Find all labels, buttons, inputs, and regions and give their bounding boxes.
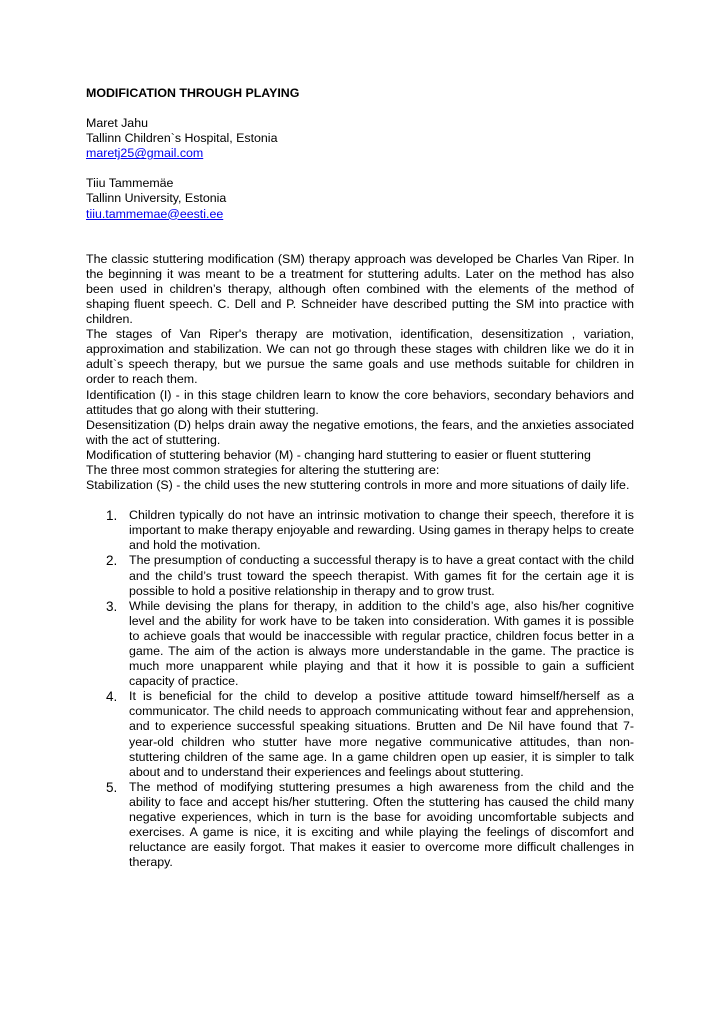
list-item-text: The method of modifying stuttering presumes a high awareness from the child and the ability to face and accept his/her stuttering. Often the stuttering has caused the child many negative experiences, which in turn is the base for avoiding uncomfortable subjects and exercises. A game is nice, it is exciting and while playing the feelings of discomfort and reluctance are easily forgot. That makes it easier to overcome more difficult challenges in therapy. <box>129 779 634 870</box>
list-item <box>86 553 634 598</box>
list-item-text: It is beneficial for the child to develop a positive attitude toward himself/herself as a communicator. The child needs to approach communicating without fear and apprehension, and to experience successful speaking situations. Brutten and De Nil have found that 7-year-old children who stutter have more negative communicative attitudes, than non-stuttering children of the same age. In a game children open up easier, it is simpler to talk about and to understand their experiences and feelings about stuttering. <box>129 689 634 779</box>
author-2 <box>86 176 634 221</box>
author-email-link[interactable]: maretj25@gmail.com <box>86 146 204 161</box>
author-email-link[interactable]: tiiu.tammemae@eesti.ee <box>86 206 224 221</box>
list-item-text: The presumption of conducting a successful therapy is to have a great contact with the child and the child’s trust toward the speech therapist. With games fit for the certain age it is possible to hold a positive relationship in therapy and to grow trust. <box>129 553 634 598</box>
list-item-text: Children typically do not have an intrinsic motivation to change their speech, therefore it is important to make therapy enjoyable and rewarding. Using games in therapy helps to create and hold the motivation. <box>129 508 634 553</box>
list-item <box>86 508 634 553</box>
paragraph: Desensitization (D) helps drain away the negative emotions, the fears, and the anxieties associated with the act of stuttering. <box>86 417 634 447</box>
list-item-number: 5. <box>106 779 118 795</box>
document-title: MODIFICATION THROUGH PLAYING <box>86 86 300 100</box>
author-name: Tiiu Tammemäe <box>86 176 174 191</box>
author-affiliation: Tallinn Children`s Hospital, Estonia <box>86 131 278 146</box>
list-item <box>86 780 634 871</box>
list-item-number: 2. <box>106 553 118 569</box>
author-name: Maret Jahu <box>86 116 148 131</box>
list-item-text: While devising the plans for therapy, in addition to the child’s age, also his/her cognitive level and the ability for work have to be taken into consideration. With games it is possible to achieve goals that would be inaccessible with regular practice, children focus better in a game. The aim of the action is always more understandable in the game. The practice is much more unapparent while playing and that it how it is possible to gain a sufficient capacity of practice. <box>129 598 634 689</box>
author-affiliation: Tallinn University, Estonia <box>86 191 227 206</box>
list-item <box>86 689 634 780</box>
list-item <box>86 599 634 690</box>
list-item-number: 3. <box>106 598 118 614</box>
paragraph: The three most common strategies for altering the stuttering are: <box>86 462 440 477</box>
paragraph: Stabilization (S) - the child uses the new stuttering controls in more and more situations of daily life. <box>86 478 630 493</box>
paragraph: Identification (I) - in this stage children learn to know the core behaviors, secondary behaviors and attitudes that go along with their stuttering. <box>86 387 634 417</box>
list-item-number: 4. <box>106 689 118 705</box>
body-text <box>86 252 634 494</box>
paragraph: The classic stuttering modification (SM) therapy approach was developed be Charles Van Riper. In the beginning it was meant to be a treatment for stuttering adults. Later on the method has also been used in children’s therapy, although often combined with the elements of the method of shaping fluent speech. C. Dell and P. Schneider have described putting the SM into practice with children. <box>86 251 634 327</box>
numbered-list <box>86 508 634 870</box>
document-page <box>86 86 634 870</box>
list-item-number: 1. <box>106 508 118 524</box>
paragraph: The stages of Van Riper's therapy are motivation, identification, desensitization , variation, approximation and stabilization. We can not go through these stages with children like we do it in adult`s speech therapy, but we pursue the same goals and use methods suitable for children in order to reach them. <box>86 327 634 387</box>
author-1 <box>86 116 634 161</box>
paragraph: Modification of stuttering behavior (M) - changing hard stuttering to easier or fluent stuttering <box>86 447 591 462</box>
